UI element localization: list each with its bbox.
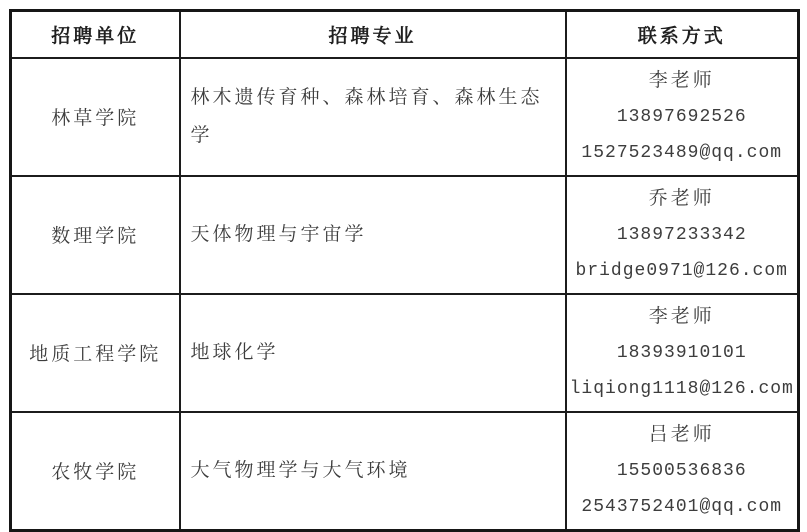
table-row	[11, 58, 799, 176]
contact-cell	[566, 58, 799, 176]
contact-email: 1527523489@qq.com	[581, 142, 783, 163]
recruitment-table	[9, 9, 800, 532]
contact-email: 2543752401@qq.com	[581, 496, 783, 517]
contact-cell	[566, 412, 799, 531]
major-cell: 大气物理学与大气环境	[180, 412, 566, 531]
contact-name: 李老师	[648, 69, 715, 91]
contact-email: liqiong1118@126.com	[569, 378, 794, 399]
contact-phone: 15500536836	[616, 460, 747, 481]
contact-name: 李老师	[648, 305, 715, 327]
major-cell: 林木遗传育种、森林培育、森林生态学	[180, 58, 566, 176]
table-row	[11, 176, 799, 294]
contact-name: 吕老师	[648, 423, 715, 445]
header-recruiting-unit: 招聘单位	[11, 11, 180, 58]
contact-cell	[566, 294, 799, 412]
contact-phone: 13897692526	[616, 106, 747, 127]
unit-cell: 农牧学院	[11, 412, 180, 531]
table-row	[11, 294, 799, 412]
unit-cell: 林草学院	[11, 58, 180, 176]
contact-phone: 13897233342	[616, 224, 747, 245]
contact-name: 乔老师	[648, 187, 715, 209]
contact-email: bridge0971@126.com	[575, 260, 788, 281]
unit-cell: 数理学院	[11, 176, 180, 294]
table-header-row	[11, 11, 799, 58]
header-recruiting-major: 招聘专业	[180, 11, 566, 58]
major-cell: 地球化学	[180, 294, 566, 412]
unit-cell: 地质工程学院	[11, 294, 180, 412]
header-contact-info: 联系方式	[566, 11, 799, 58]
contact-cell	[566, 176, 799, 294]
major-cell: 天体物理与宇宙学	[180, 176, 566, 294]
table-row	[11, 412, 799, 531]
contact-phone: 18393910101	[616, 342, 747, 363]
